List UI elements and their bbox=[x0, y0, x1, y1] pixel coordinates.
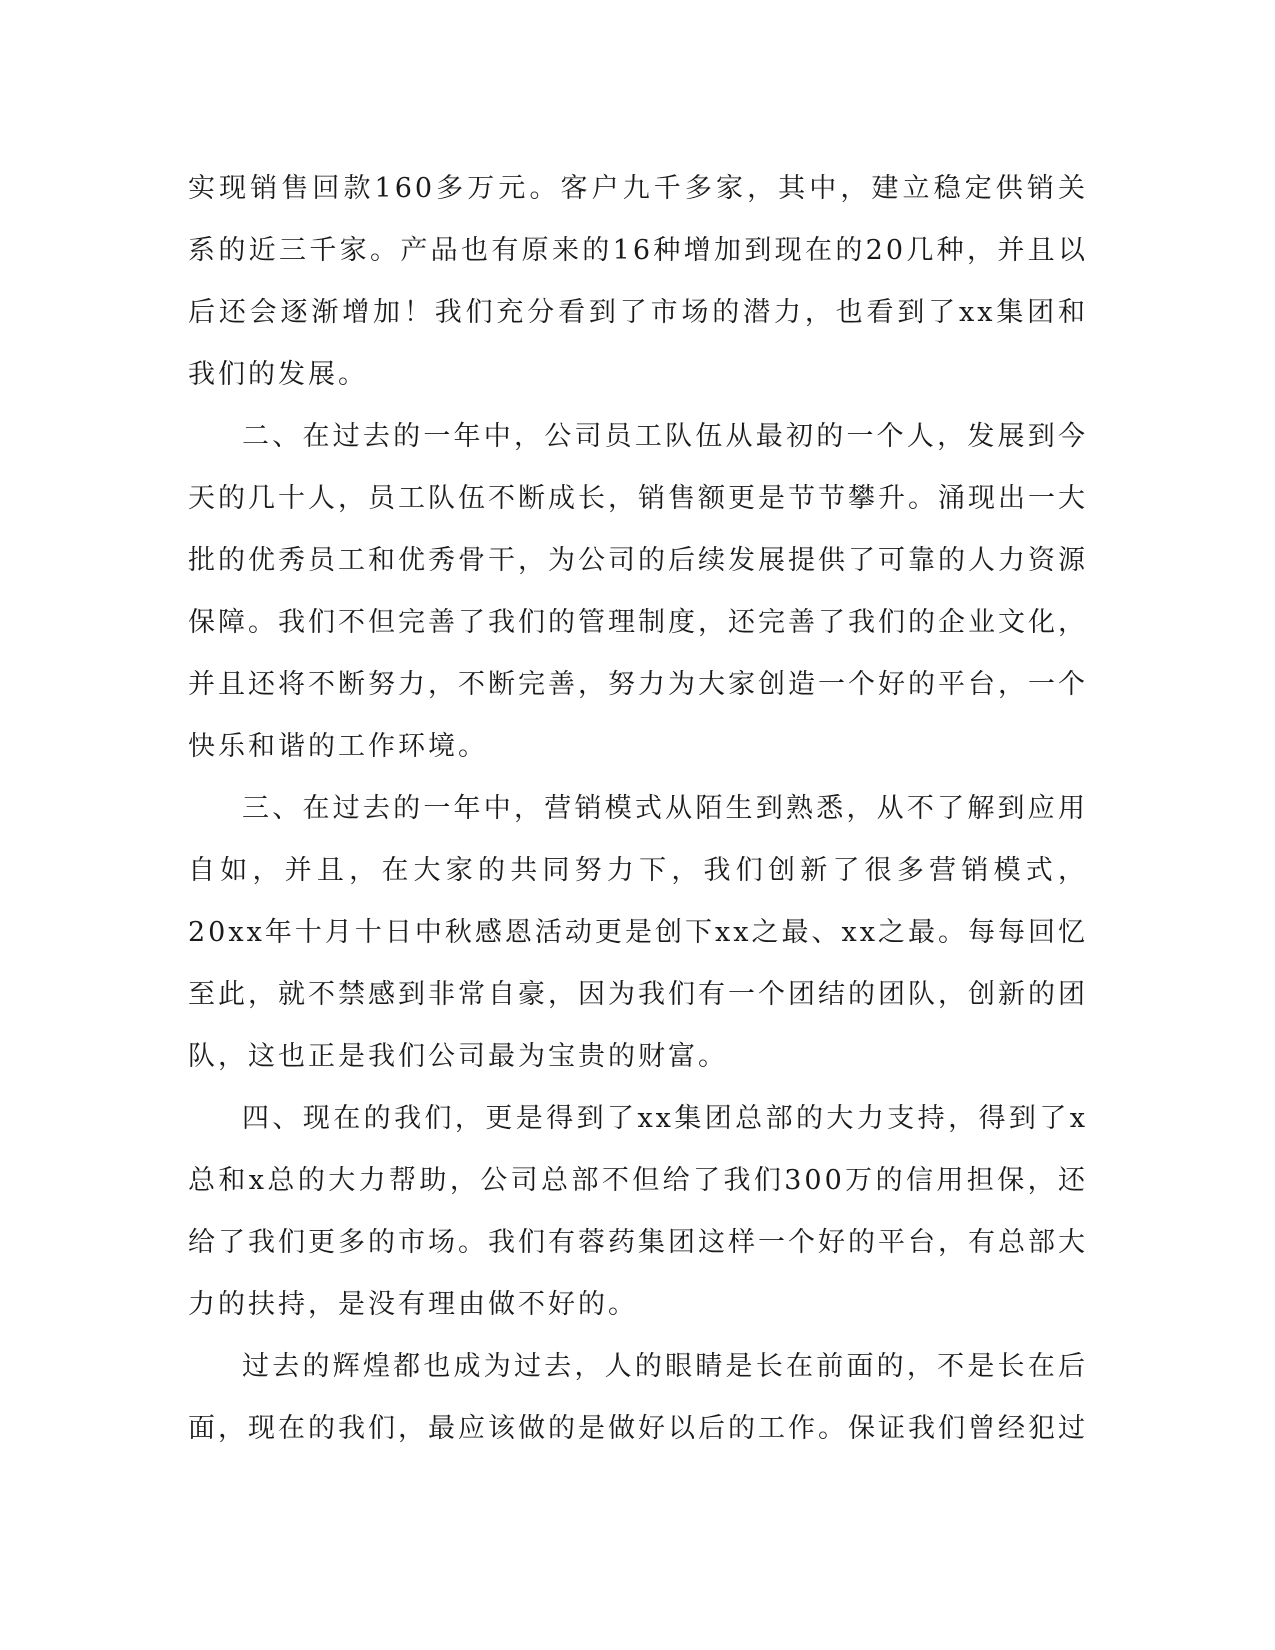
paragraph-4: 四、现在的我们，更是得到了xx集团总部的大力支持，得到了x总和x总的大力帮助，公司总部不但给了我们300万的信用担保，还给了我们更多的市场。我们有蓉药集团这样一个好的平台，有总部大力的扶持，是没有理由做不好的。 bbox=[188, 1103, 1088, 1320]
paragraph-3: 三、在过去的一年中，营销模式从陌生到熟悉，从不了解到应用自如，并且，在大家的共同努力下，我们创新了很多营销模式，20xx年十月十日中秋感恩活动更是创下xx之最、xx之最。每每回忆至此，就不禁感到非常自豪，因为我们有一个团结的团队，创新的团队，这也正是我们公司最为宝贵的财富。 bbox=[188, 793, 1088, 1072]
document-body bbox=[188, 158, 1088, 1460]
paragraph-2: 二、在过去的一年中，公司员工队伍从最初的一个人，发展到今天的几十人，员工队伍不断成长，销售额更是节节攀升。涌现出一大批的优秀员工和优秀骨干，为公司的后续发展提供了可靠的人力资源保障。我们不但完善了我们的管理制度，还完善了我们的企业文化，并且还将不断努力，不断完善，努力为大家创造一个好的平台，一个快乐和谐的工作环境。 bbox=[188, 421, 1088, 762]
paragraph-1: 实现销售回款160多万元。客户九千多家，其中，建立稳定供销关系的近三千家。产品也有原来的16种增加到现在的20几种，并且以后还会逐渐增加！我们充分看到了市场的潜力，也看到了xx集团和我们的发展。 bbox=[188, 173, 1088, 390]
paragraph-5: 过去的辉煌都也成为过去，人的眼睛是长在前面的，不是长在后面，现在的我们，最应该做的是做好以后的工作。保证我们曾经犯过 bbox=[188, 1351, 1088, 1444]
